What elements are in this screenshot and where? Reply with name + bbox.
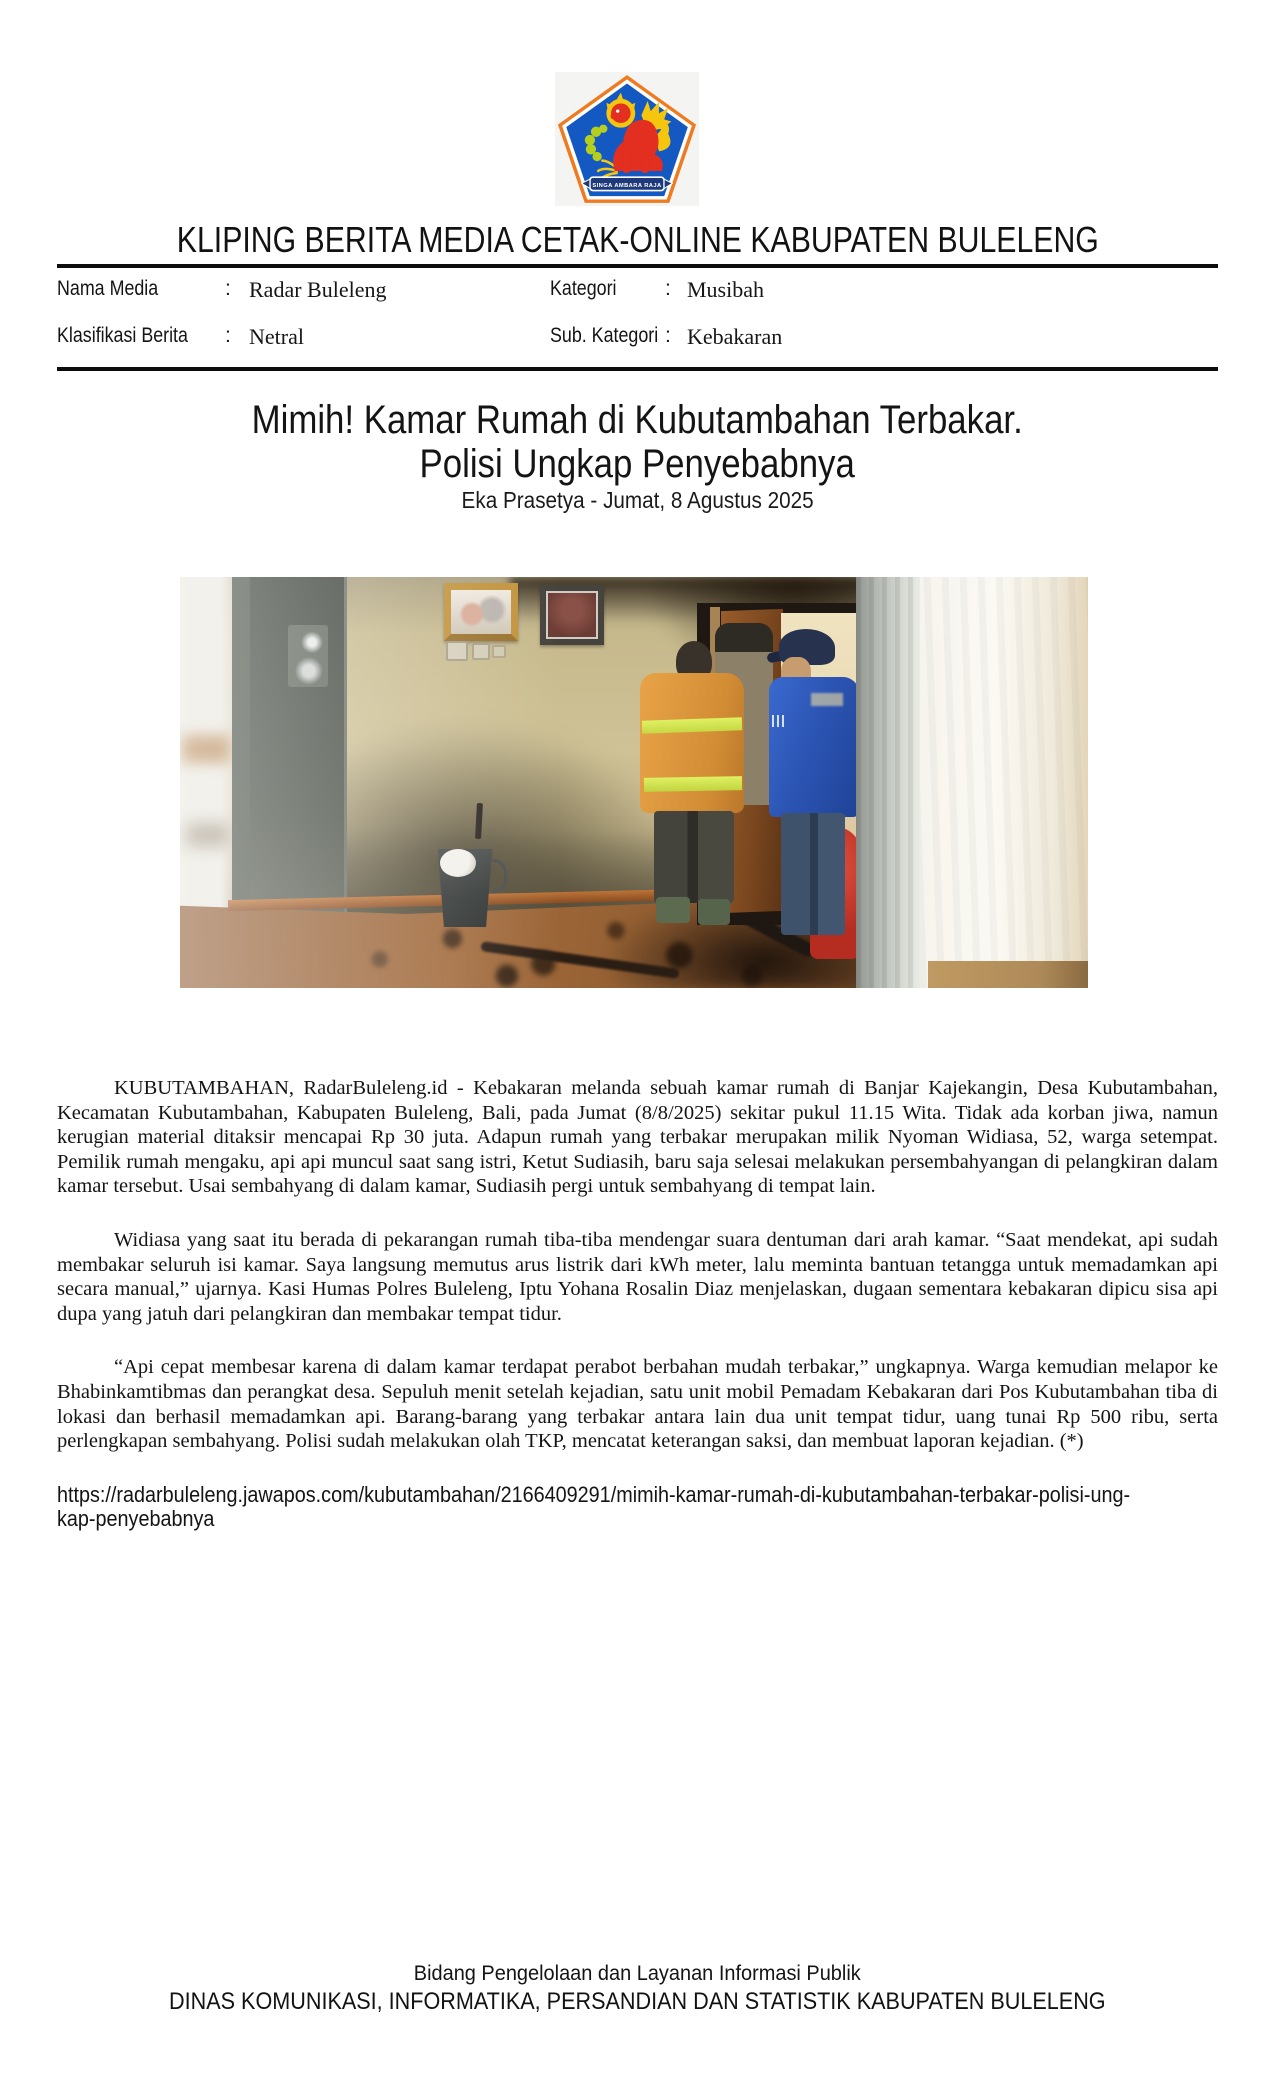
kategori-value: Musibah (687, 277, 764, 302)
header-divider-bottom (57, 367, 1218, 371)
nama-media-label: Nama Media (57, 277, 159, 300)
photo-officer-blue-shirt (765, 627, 861, 935)
buleleng-emblem-logo (552, 72, 702, 206)
paragraph-1: KUBUTAMBAHAN, RadarBuleleng.id - Kebakaran melanda sebuah kamar rumah di Banjar Kajekangin, Desa Kubutambahan, Kecamatan Kubutambahan, Kabupaten Buleleng, Bali, pada Jumat (8/8/2025) sekitar pukul 11.15 Wita. Tidak ada korban jiwa, namun kerugian material ditaksir mencapai Rp 30 juta. Adapun rumah yang terbakar merupakan milik Nyoman Widiasa, 52, warga setempat. Pemilik rumah mengaku, api api muncul saat sang istri, Ketut Sudiasih, baru saja selesai melakukan persembahyangan di pelangkiran dalam kamar tersebut. Usai sembahyang di dalam kamar, Sudiasih pergi untuk sembahyang di tempat lain. (57, 1077, 1218, 1198)
news-photo (180, 577, 1088, 988)
footer-agency-line: DINAS KOMUNIKASI, INFORMATIKA, PERSANDIAN DAN STATISTIK KABUPATEN BULELENG (169, 1988, 1106, 2015)
colon-separator: : (225, 277, 231, 300)
nama-media-value: Radar Buleleng (249, 277, 387, 302)
sub-kategori-row (550, 324, 782, 350)
source-url[interactable] (57, 1483, 1218, 1531)
header-divider-top (57, 264, 1218, 268)
klasifikasi-value: Netral (249, 324, 304, 349)
source-url-line2[interactable]: kap-penyebabnya (57, 1505, 215, 1531)
sub-kategori-label: Sub. Kategori (550, 324, 659, 347)
paragraph-3: “Api cepat membesar karena di dalam kamar terdapat perabot berbahan mudah terbakar,” ungkapnya. Warga kemudian melapor ke Bhabinkamtibmas dan perangkat desa. Sepuluh menit setelah kejadian, satu unit mobil Pemadam Kebakaran dari Pos Kubutambahan tiba di lokasi dan berhasil memadamkan api. Barang-barang yang terbakar antara lain dua unit tempat tidur, uang tunai Rp 500 ribu, serta perlengkapan sembahyang. Polisi sudah melakukan olah TKP, mencatat keterangan saksi, dan membuat laporan kejadian. (*) (57, 1356, 1218, 1453)
emblem-banner (582, 177, 673, 190)
article-body (57, 1076, 1218, 1531)
document-title: KLIPING BERITA MEDIA CETAK-ONLINE KABUPATEN BULELENG (176, 219, 1099, 260)
emblem-banner-text: SINGA AMBARA RAJA (592, 182, 662, 189)
article-title-line2: Polisi Ungkap Penyebabnya (419, 442, 856, 486)
klasifikasi-row (57, 324, 304, 350)
kategori-label: Kategori (550, 277, 617, 300)
klasifikasi-label: Klasifikasi Berita (57, 324, 188, 347)
article-byline: Eka Prasetya - Jumat, 8 Agustus 2025 (461, 487, 814, 513)
source-url-line1[interactable]: https://radarbuleleng.jawapos.com/kubutambahan/2166409291/mimih-kamar-rumah-di-kubutambahan-terbakar-polisi-ung- (57, 1481, 1131, 1507)
sub-kategori-value: Kebakaran (687, 324, 783, 349)
photo-curtain (920, 577, 1088, 988)
footer-division-line: Bidang Pengelolaan dan Layanan Informasi Publik (413, 1962, 861, 1985)
article-title-line1: Mimih! Kamar Rumah di Kubutambahan Terbakar. (251, 398, 1024, 442)
colon-separator: : (225, 324, 231, 347)
photo-firefighter (640, 641, 748, 941)
buleleng-emblem-icon (552, 72, 702, 206)
colon-separator: : (665, 324, 671, 347)
paragraph-2: Widiasa yang saat itu berada di pekarangan rumah tiba-tiba mendengar suara dentuman dari arah kamar. “Saat mendekat, api sudah membakar seluruh isi kamar. Saya langsung memutus arus listrik dari kWh meter, lalu meminta bantuan tetangga untuk memadamkan api secara manual,” ujarnya. Kasi Humas Polres Buleleng, Iptu Yohana Rosalin Diaz menjelaskan, dugaan sementara kebakaran dipicu sisa api dupa yang jatuh dari pelangkiran dan membakar tempat tidur. (57, 1228, 1218, 1325)
colon-separator: : (665, 277, 671, 300)
kategori-row (550, 277, 764, 303)
nama-media-row (57, 277, 386, 303)
